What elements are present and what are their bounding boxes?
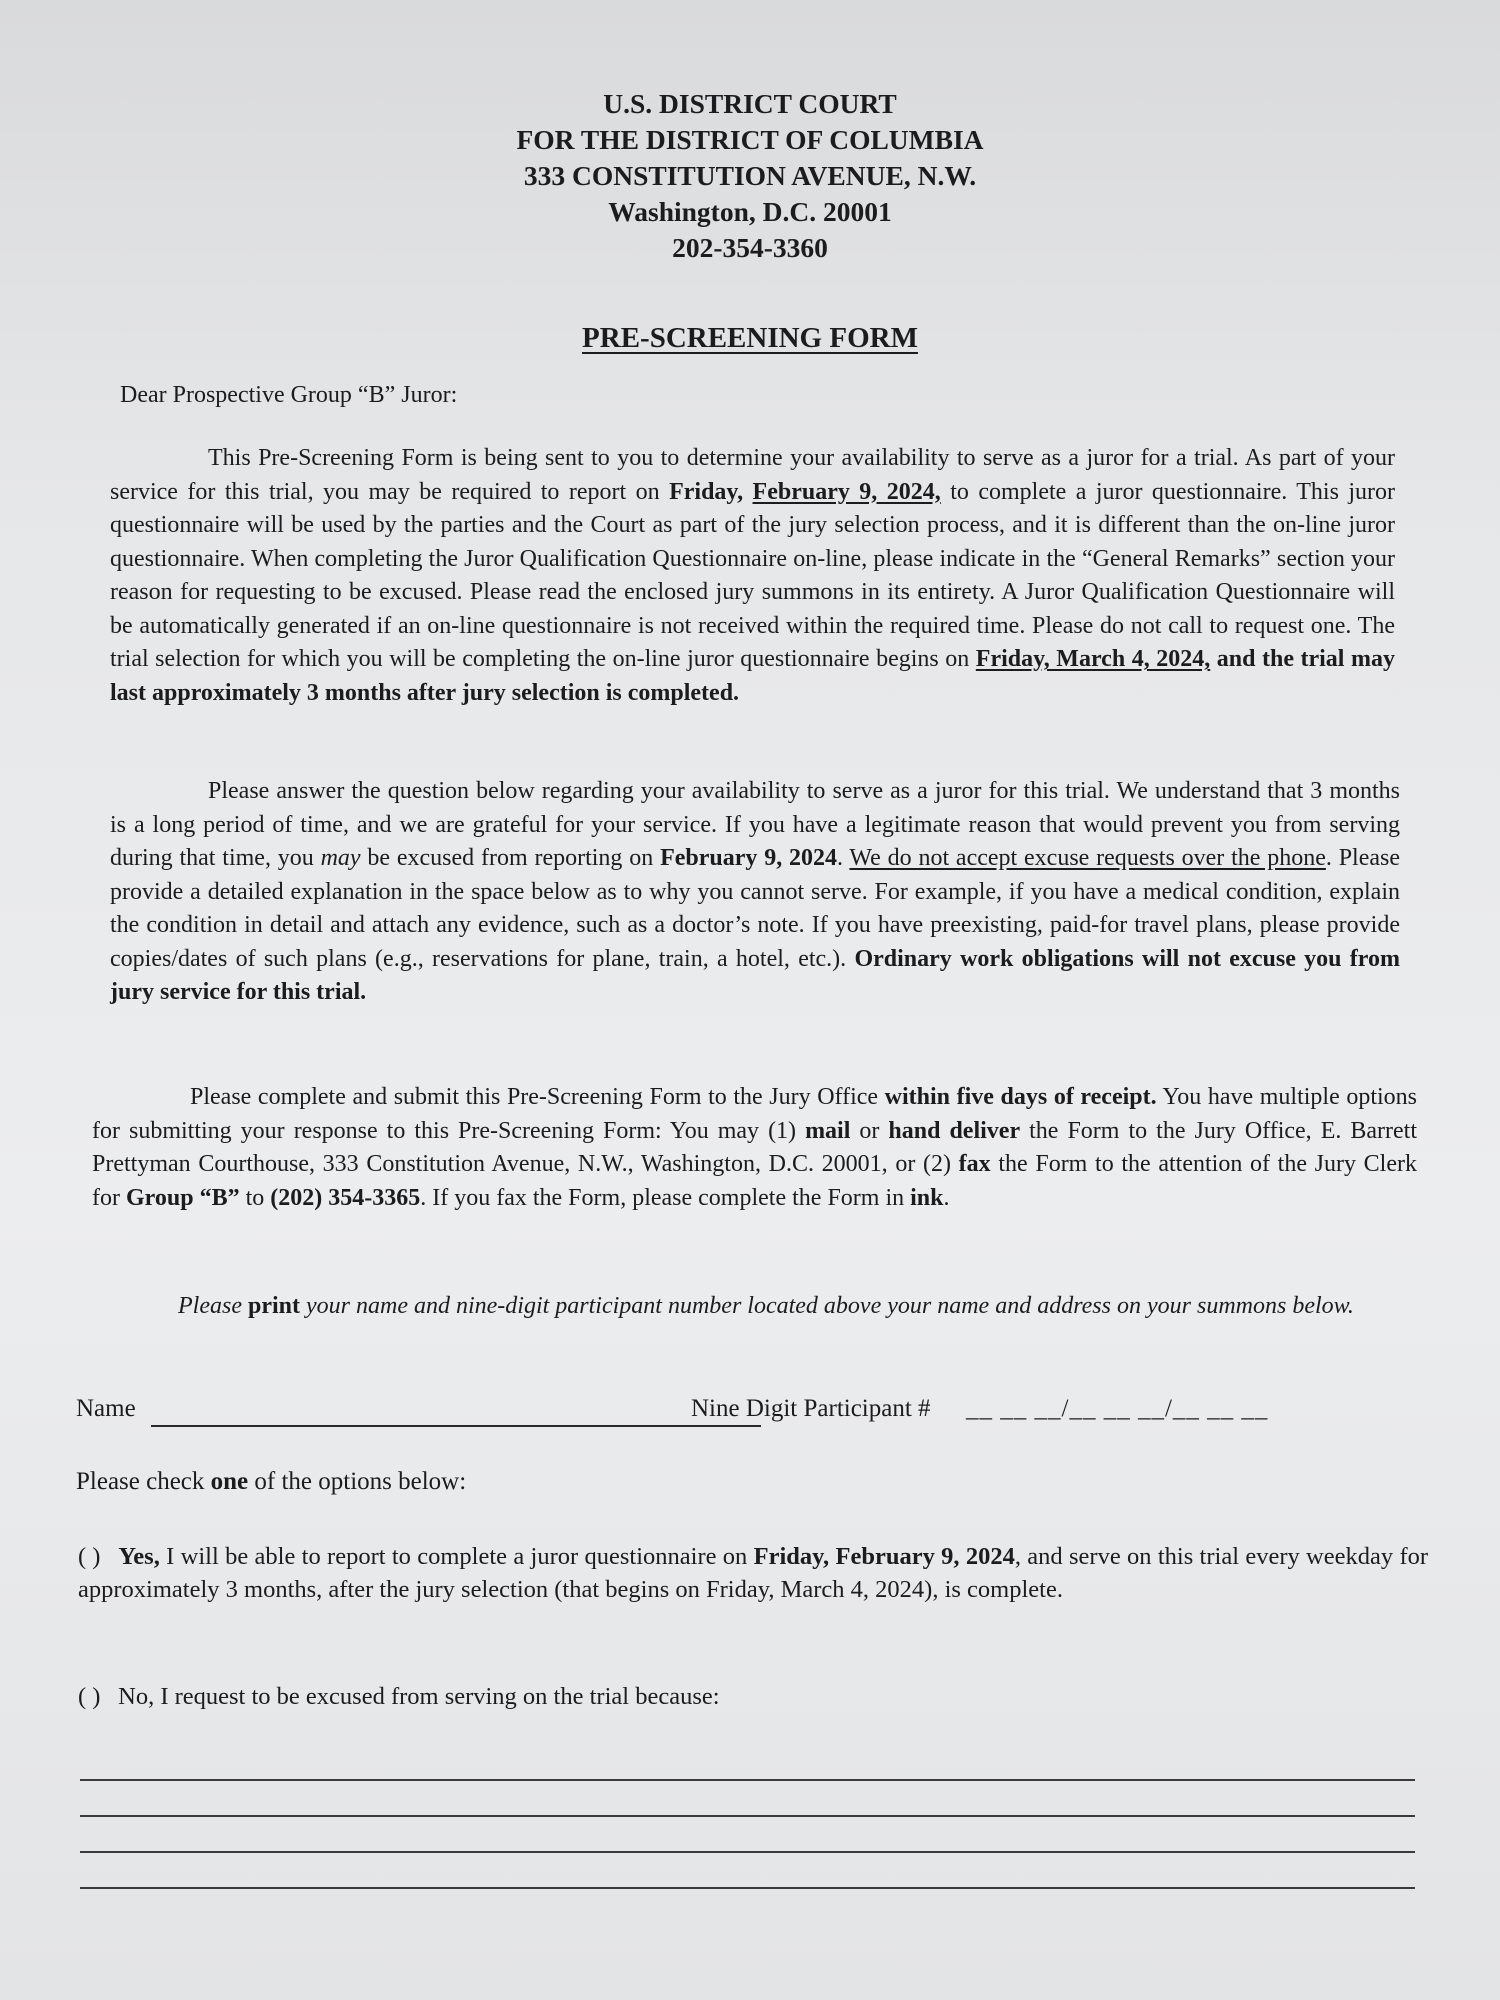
explanation-line[interactable] [80,1781,1415,1817]
form-title-text: PRE-SCREENING FORM [582,322,918,354]
salutation: Dear Prospective Group “B” Juror: [120,382,458,408]
header-court-name: U.S. DISTRICT COURT [603,88,897,119]
participant-number-field[interactable]: __ __ __/__ __ __/__ __ __ [966,1395,1269,1422]
header-district: FOR THE DISTRICT OF COLUMBIA [516,124,984,155]
header-city: Washington, D.C. 20001 [608,196,892,227]
option-yes: ( ) Yes, I will be able to report to complete a juror questionnaire on Friday, February 9, 2024, and serve on this trial every weekday for approximately 3 months, after the jury selection (that begins on Friday, March 4, 2024), is complete. [78,1540,1428,1606]
no-checkbox[interactable]: ( ) [78,1683,101,1710]
option-no: ( ) No, I request to be excused from serving on the trial because: [78,1680,1378,1713]
yes-checkbox[interactable]: ( ) [78,1543,101,1570]
explanation-line[interactable] [80,1745,1415,1781]
explanation-line[interactable] [80,1817,1415,1853]
name-label: Name [76,1395,136,1422]
explanation-line[interactable] [80,1853,1415,1889]
excuse-explanation-area[interactable] [80,1745,1415,1889]
participant-number-label: Nine Digit Participant # [691,1395,931,1422]
paragraph-availability: Please answer the question below regarding your availability to serve as a juror for this trial. We understand that 3 months is a long period of time, and we are grateful for your service. If you have a legitimate reason that would prevent you from serving during that time, you may be excused from reporting on February 9, 2024. We do not accept excuse requests over the phone. Please provide a detailed explanation in the space below as to why you cannot serve. For example, if you have a medical condition, explain the condition in detail and attach any evidence, such as a doctor’s note. If you have preexisting, paid-for travel plans, please provide copies/dates of such plans (e.g., reservations for plane, train, a hotel, etc.). Ordinary work obligations will not excuse you from jury service for this trial. [110,778,1401,1005]
check-instruction: Please check one of the options below: [76,1468,467,1495]
form-title [0,322,1500,355]
header-phone: 202-354-3360 [672,232,828,263]
header-street: 333 CONSTITUTION AVENUE, N.W. [523,160,977,191]
court-header [0,86,1500,266]
paragraph-submission: Please complete and submit this Pre-Screening Form to the Jury Office within five days of receipt. You have multiple options for submitting your response to this Pre-Screening Form: You may (1) mail or hand deliver the Form to the Jury Office, E. Barrett Prettyman Courthouse, 333 Constitution Avenue, N.W., Washington, D.C. 20001, or (2) fax the Form to the attention of the Jury Clerk for Group “B” to (202) 354-3365. If you fax the Form, please complete the Form in ink. [92,1084,1418,1211]
paragraph-intro: This Pre-Screening Form is being sent to you to determine your availability to serve as a juror for a trial. As part of your service for this trial, you may be required to report on Friday, February 9, 2024, to complete a juror questionnaire. This juror questionnaire will be used by the parties and the Court as part of the jury selection process, and it is different than the on-line juror questionnaire. When completing the Juror Qualification Questionnaire on-line, please indicate in the “General Remarks” section your reason for requesting to be excused. Please read the enclosed jury summons in its entirety. A Juror Qualification Questionnaire will be automatically generated if an on-line questionnaire is not received within the required time. Please do not call to request one. The trial selection for which you will be completing the on-line juror questionnaire begins on Friday, March 4, 2024, and the trial may last approximately 3 months after jury selection is completed. [110,445,1396,706]
paragraph-print-instructions: Please print your name and nine-digit participant number located above your name and address on your summons below. [178,1293,1354,1319]
name-field[interactable] [151,1425,761,1427]
